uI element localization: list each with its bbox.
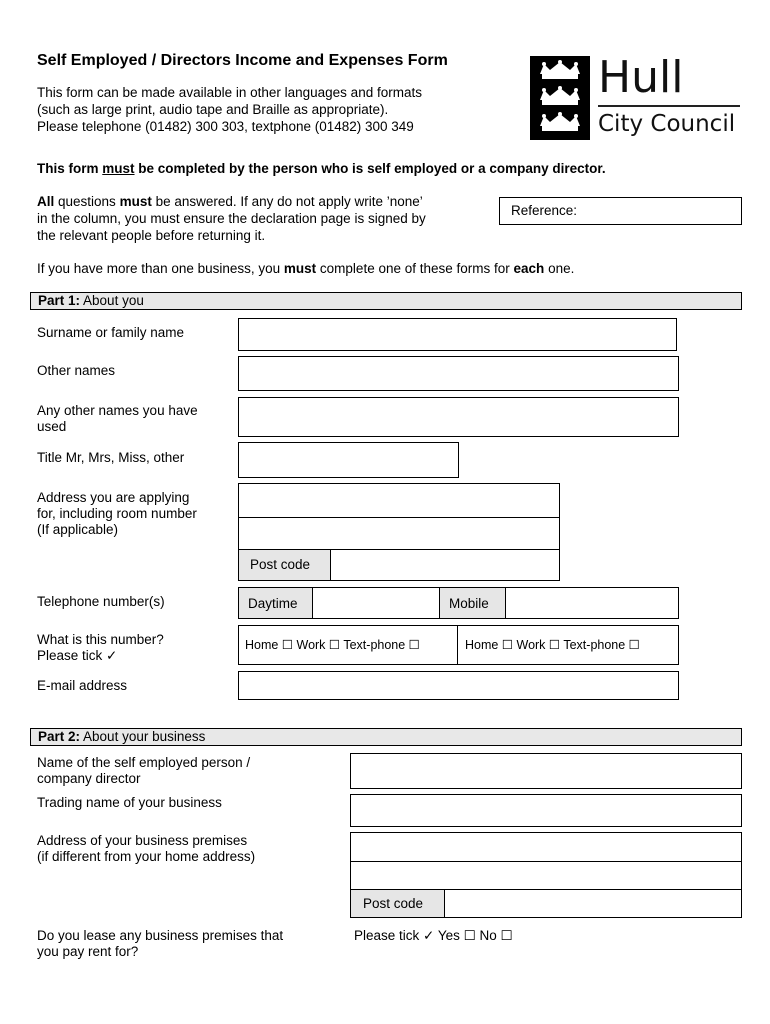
postcode-input[interactable] <box>330 549 560 581</box>
premises-address-line-2-input[interactable] <box>350 861 742 890</box>
part2-heading: Part 2: About your business <box>30 728 742 746</box>
daytime-label: Daytime <box>248 596 298 611</box>
intro-line-2: (such as large print, audio tape and Braille as appropriate). <box>37 102 389 117</box>
postcode-label: Post code <box>250 557 311 572</box>
logo-hull-text: Hull <box>598 52 684 103</box>
mobile-label-cell <box>439 587 506 619</box>
logo-city-council-text: City Council <box>598 111 736 137</box>
premises-postcode-label-cell <box>350 889 445 918</box>
other-names-input[interactable] <box>238 356 679 391</box>
any-other-names-label: Any other names you have used <box>37 403 198 434</box>
instructions-line-3: the relevant people before returning it. <box>37 228 266 243</box>
other-names-label: Other names <box>37 363 116 378</box>
postcode-label-cell <box>238 549 331 581</box>
what-number-label: What is this number? Please tick ✓ <box>37 632 164 663</box>
telephone-label: Telephone number(s) <box>37 594 165 609</box>
reference-field[interactable] <box>499 197 742 225</box>
instructions-line-1: All questions must be answered. If any do not apply write ’none’ <box>37 194 423 209</box>
mobile-label: Mobile <box>449 596 489 611</box>
address-line-2-input[interactable] <box>238 517 560 550</box>
lease-question-label: Do you lease any business premises that you pay rent for? <box>37 928 284 959</box>
premises-address-label: Address of your business premises (if different from your home address) <box>37 833 256 864</box>
instructions-line-2: in the column, you must ensure the declaration page is signed by <box>37 211 426 226</box>
mobile-tick-options: Home ☐ Work ☐ Text-phone ☐ <box>465 638 640 652</box>
crowns-icon <box>530 56 590 140</box>
email-label: E-mail address <box>37 678 128 693</box>
lease-tick-options[interactable]: Please tick ✓ Yes ☐ No ☐ <box>354 928 513 943</box>
title-input[interactable] <box>238 442 459 478</box>
address-line-1-input[interactable] <box>238 483 560 518</box>
title-label: Title Mr, Mrs, Miss, other <box>37 450 185 465</box>
self-employed-name-label: Name of the self employed person / company director <box>37 755 251 786</box>
mobile-phone-input[interactable] <box>505 587 679 619</box>
surname-input[interactable] <box>238 318 677 351</box>
any-other-names-input[interactable] <box>238 397 679 437</box>
self-employed-name-input[interactable] <box>350 753 742 789</box>
business-note: If you have more than one business, you must complete one of these forms for each one. <box>37 261 575 276</box>
email-input[interactable] <box>238 671 679 700</box>
trading-name-label: Trading name of your business <box>37 795 222 810</box>
premises-postcode-label: Post code <box>363 896 424 911</box>
part1-heading: Part 1: About you <box>30 292 742 310</box>
address-label: Address you are applying for, including room number (If applicable) <box>37 490 197 537</box>
reference-label: Reference: <box>511 203 578 218</box>
daytime-tick-options: Home ☐ Work ☐ Text-phone ☐ <box>245 638 420 652</box>
trading-name-input[interactable] <box>350 794 742 827</box>
intro-line-1: This form can be made available in other languages and formats <box>37 85 422 100</box>
notice-text: This form must be completed by the person who is self employed or a company director. <box>37 161 606 176</box>
daytime-number-type-ticks[interactable] <box>238 625 458 665</box>
surname-label: Surname or family name <box>37 325 185 340</box>
premises-address-line-1-input[interactable] <box>350 832 742 862</box>
daytime-label-cell <box>238 587 313 619</box>
mobile-number-type-ticks[interactable] <box>457 625 679 665</box>
intro-line-3: Please telephone (01482) 300 303, textphone (01482) 300 349 <box>37 119 414 134</box>
council-crest-logo <box>530 56 590 140</box>
daytime-phone-input[interactable] <box>312 587 440 619</box>
premises-postcode-input[interactable] <box>444 889 742 918</box>
form-title: Self Employed / Directors Income and Expenses Form <box>37 52 448 69</box>
logo-divider <box>598 105 740 107</box>
